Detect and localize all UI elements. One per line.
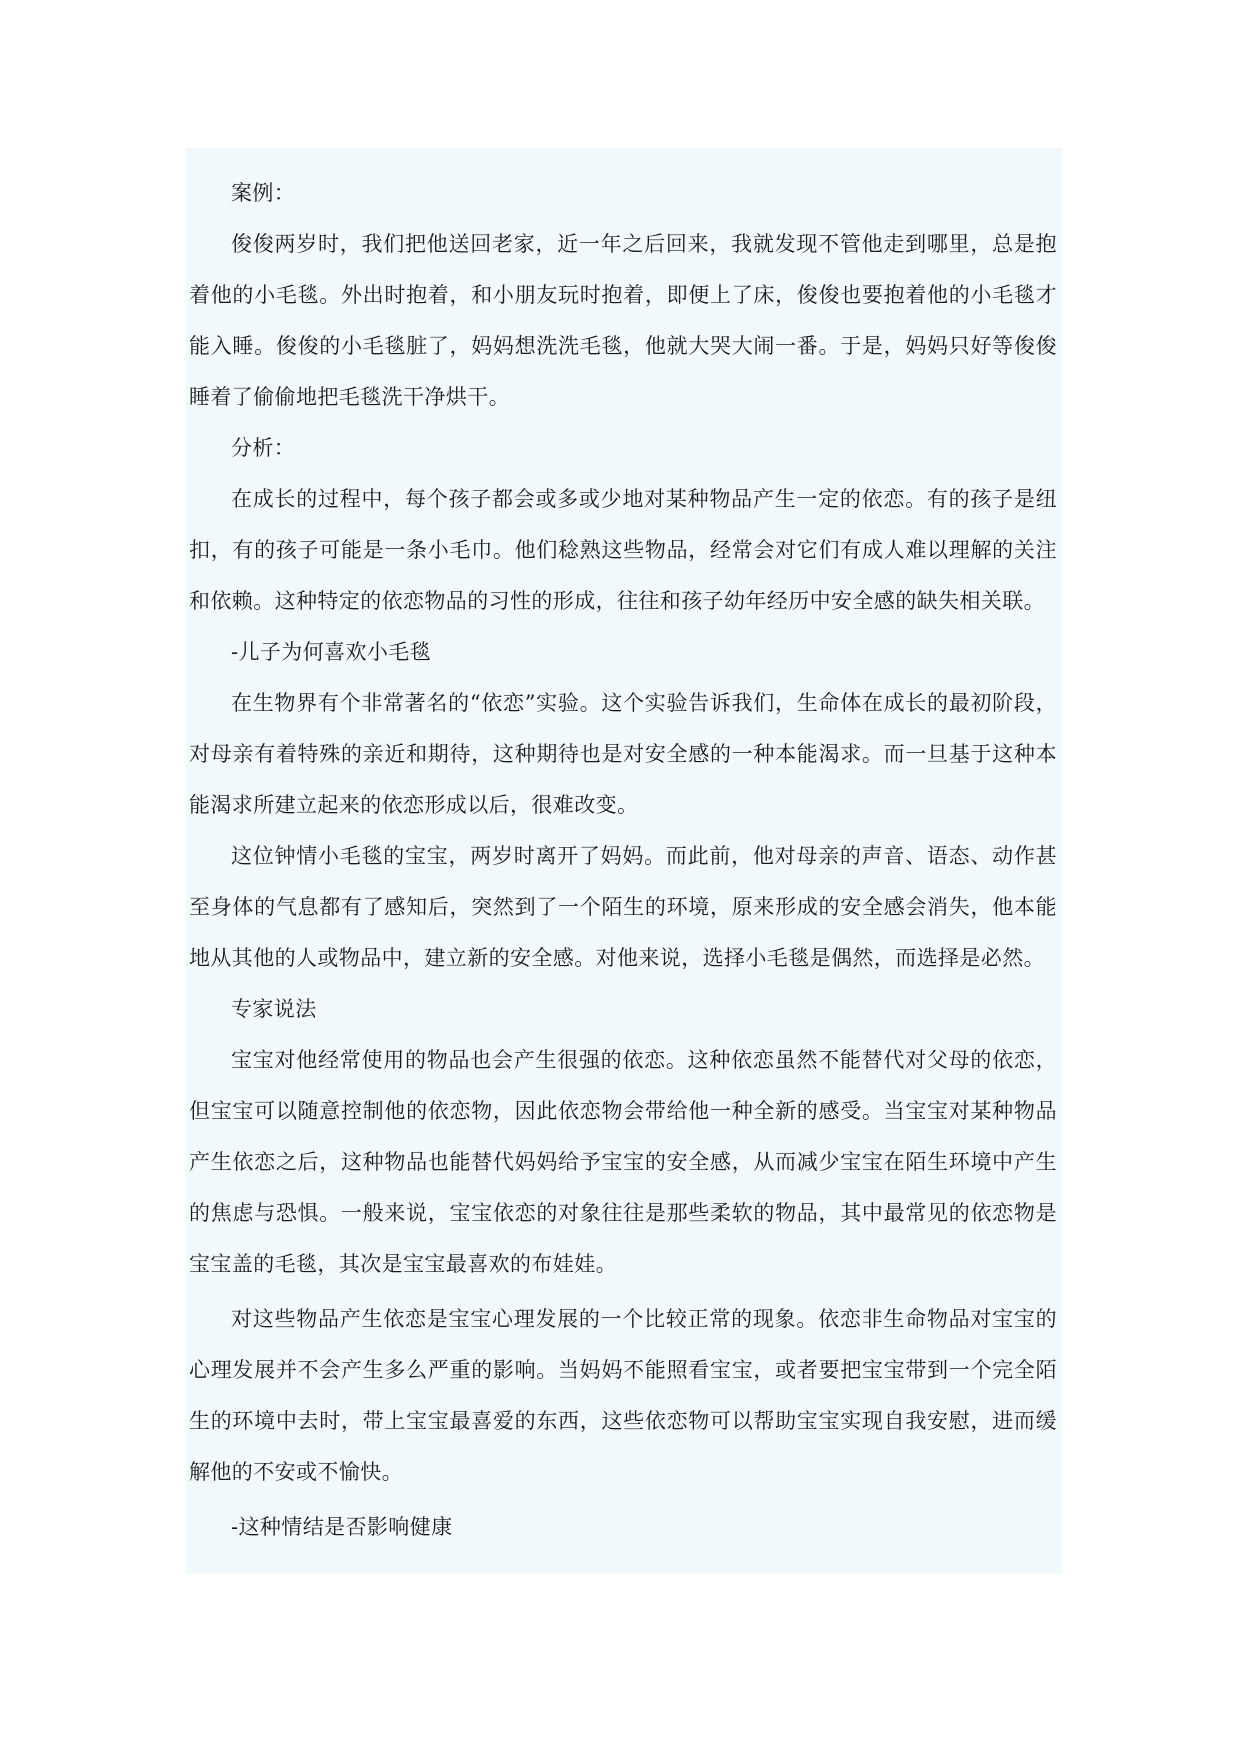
subheading-why: -儿子为何喜欢小毛毯 bbox=[231, 640, 432, 664]
case-story-paragraph: 俊俊两岁时，我们把他送回老家，近一年之后回来，我就发现不管他走到哪里，总是抱着他的小毛毯。外出时抱着，和小朋友玩时抱着，即便上了床，俊俊也要抱着他的小毛毯才能入睡。俊俊的小毛毯脏了，妈妈想洗洗毛毯，他就大哭大闹一番。于是，妈妈只好等俊俊睡着了偷偷地把毛毯洗干净烘干。 bbox=[189, 232, 1057, 409]
baby-paragraph: 这位钟情小毛毯的宝宝，两岁时离开了妈妈。而此前，他对母亲的声音、语态、动作甚至身体的气息都有了感知后，突然到了一个陌生的环境，原来形成的安全感会消失，他本能地从其他的人或物品中，建立新的安全感。对他来说，选择小毛毯是偶然，而选择是必然。 bbox=[189, 844, 1057, 970]
analysis-heading: 分析： bbox=[231, 436, 296, 460]
normal-development-paragraph: 对这些物品产生依恋是宝宝心理发展的一个比较正常的现象。依恋非生命物品对宝宝的心理发展并不会产生多么严重的影响。当妈妈不能照看宝宝，或者要把宝宝带到一个完全陌生的环境中去时，带上宝宝最喜爱的东西，这些依恋物可以帮助宝宝实现自我安慰，进而缓解他的不安或不愉快。 bbox=[189, 1307, 1057, 1484]
subheading-health: -这种情结是否影响健康 bbox=[231, 1515, 453, 1539]
article-body bbox=[189, 168, 1057, 1553]
expert-paragraph: 宝宝对他经常使用的物品也会产生很强的依恋。这种依恋虽然不能替代对父母的依恋，但宝宝可以随意控制他的依恋物，因此依恋物会带给他一种全新的感受。当宝宝对某种物品产生依恋之后，这种物品也能替代妈妈给予宝宝的安全感，从而减少宝宝在陌生环境中产生的焦虑与恐惧。一般来说，宝宝依恋的对象往往是那些柔软的物品，其中最常见的依恋物是宝宝盖的毛毯，其次是宝宝最喜欢的布娃娃。 bbox=[189, 1048, 1057, 1276]
expert-heading: 专家说法 bbox=[231, 997, 317, 1021]
case-heading: 案例： bbox=[231, 181, 296, 205]
experiment-paragraph: 在生物界有个非常著名的“依恋”实验。这个实验告诉我们，生命体在成长的最初阶段，对母亲有着特殊的亲近和期待，这种期待也是对安全感的一种本能渴求。而一旦基于这种本能渴求所建立起来的依恋形成以后，很难改变。 bbox=[189, 691, 1057, 817]
analysis-paragraph: 在成长的过程中，每个孩子都会或多或少地对某种物品产生一定的依恋。有的孩子是纽扣，有的孩子可能是一条小毛巾。他们稔熟这些物品，经常会对它们有成人难以理解的关注和依赖。这种特定的依恋物品的习性的形成，往往和孩子幼年经历中安全感的缺失相关联。 bbox=[189, 487, 1057, 613]
